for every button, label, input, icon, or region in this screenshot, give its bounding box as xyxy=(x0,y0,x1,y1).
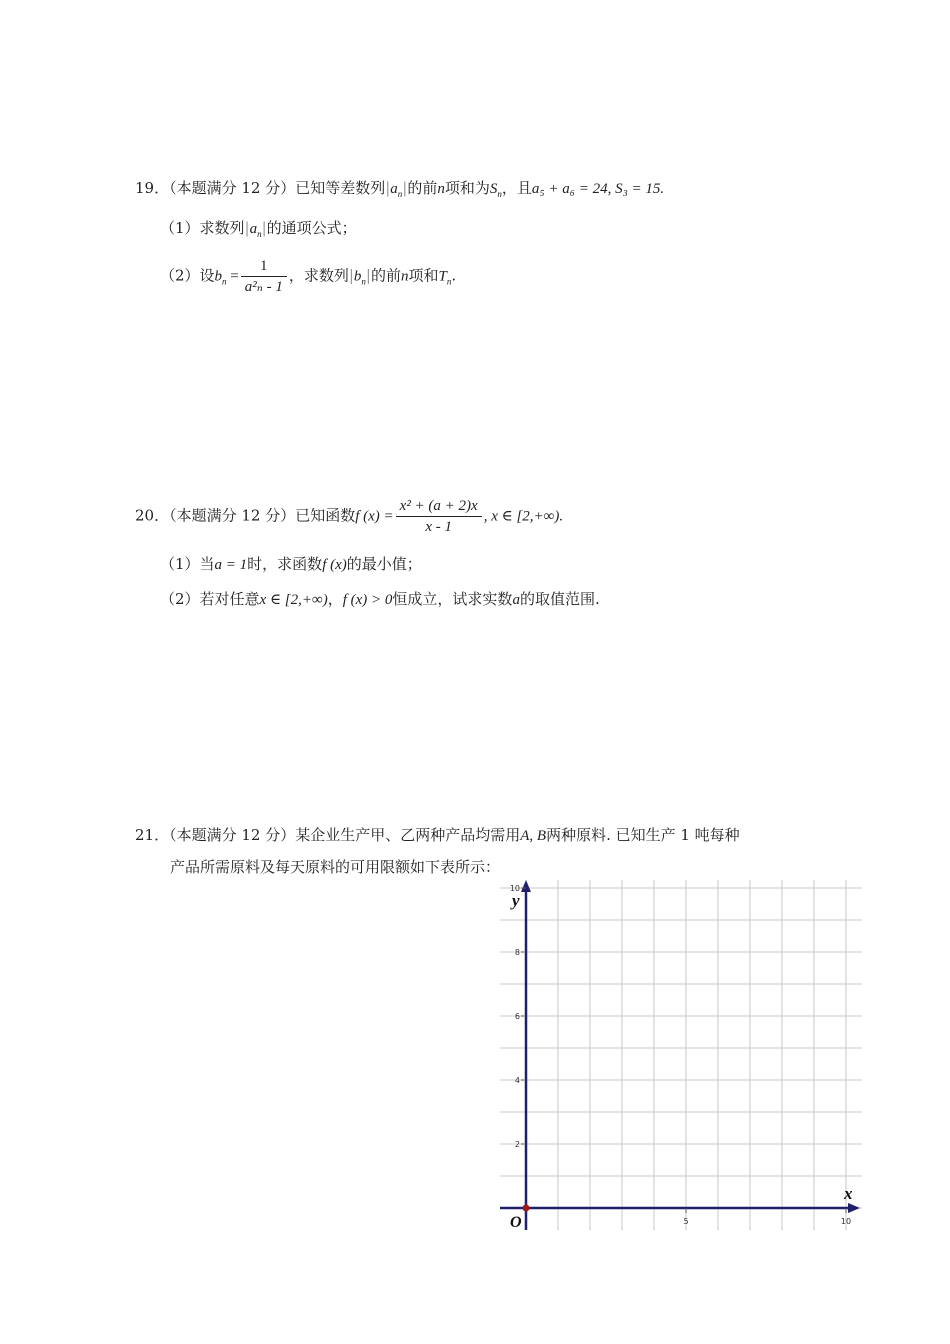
q20-p2: （2）若对任意 xyxy=(160,590,260,608)
y-tick-label: 6 xyxy=(514,1012,520,1021)
q21-header: （本题满分 12 分）某企业生产甲、乙两种产品均需用 xyxy=(169,826,521,844)
q19-condition: a₅ + a₆ = 24, S₃ = 15. xyxy=(531,181,665,197)
q21-mid: 两种原料. 已知生产 1 吨每种 xyxy=(546,826,740,844)
q19-header: （本题满分 12 分）已知等差数列 xyxy=(169,179,386,197)
q19-T-sub: n xyxy=(446,276,452,287)
q19-p1-label: （1）求数列 xyxy=(160,219,245,237)
q20-domain: , x ∈ [2,+∞). xyxy=(483,508,564,525)
q20-part1 xyxy=(160,554,422,575)
origin-point xyxy=(523,1205,530,1212)
q19-p1-seq: a xyxy=(249,221,258,237)
q19-p2-b: b xyxy=(353,268,362,285)
y-axis-label: y xyxy=(512,891,520,910)
q19-p2-mid2: 的前 xyxy=(370,266,401,285)
q21-AB: A, B xyxy=(520,828,547,844)
y-tick-label: 2 xyxy=(514,1140,520,1149)
q20-number: 20． xyxy=(135,506,170,525)
q20-p2-a: a xyxy=(512,592,520,608)
q20-p2-mid2: 恒成立，试求实数 xyxy=(392,590,513,608)
q19-seq-a: a xyxy=(390,181,398,197)
q21-line2-text: 产品所需原料及每天原料的可用限额如下表所示： xyxy=(170,858,501,876)
q19-frac-den: a²ₙ - 1 xyxy=(244,279,283,295)
q20-p2-end: 的取值范围. xyxy=(519,590,600,608)
x-axis-arrow xyxy=(848,1203,860,1213)
q19-b-sub: n xyxy=(222,276,227,287)
x-axis-label: x xyxy=(844,1184,853,1203)
q19-eq: = xyxy=(226,268,239,285)
q19-p2-mid: ，求数列 xyxy=(288,266,349,285)
q20-p2-ineq: f (x) > 0 xyxy=(342,592,393,608)
coordinate-grid-chart xyxy=(490,880,870,1240)
q20-p1-end: 时，求函数 xyxy=(247,555,323,573)
q19-number: 19． xyxy=(135,179,170,197)
q20-p1-end2: 的最小值； xyxy=(346,555,422,573)
q21-line1 xyxy=(135,825,740,846)
q21-line2 xyxy=(170,857,500,877)
q20-p1: （1）当 xyxy=(160,555,215,573)
q20-part2 xyxy=(160,589,600,610)
q19-n: n xyxy=(437,181,445,197)
q19-mid2: 项和为 xyxy=(444,179,490,197)
q20-fx: f (x) = xyxy=(355,508,394,525)
q19-p2-n: n xyxy=(401,268,409,285)
q19-line1: 19．（本题满分 12 分）已知等差数列$|a_n|$的前n项和为$S_n$，且a₅ + a₆ = 24, S₃ = 15. xyxy=(135,179,665,199)
q20-frac-num: x² + (a + 2)x xyxy=(396,496,482,517)
q19-p2-mid3: 项和 xyxy=(408,266,439,285)
q20-p2-mid: ， xyxy=(327,590,343,608)
q20-line1 xyxy=(135,496,563,537)
x-tick-label: 5 xyxy=(683,1217,689,1226)
q20-p2-dom: x ∈ [2,+∞) xyxy=(259,592,328,608)
y-tick-label: 4 xyxy=(514,1076,520,1085)
origin-label: O xyxy=(510,1214,522,1231)
y-tick-label: 8 xyxy=(514,948,520,957)
q21-number: 21． xyxy=(135,826,170,844)
q20-frac-den: x - 1 xyxy=(425,519,452,535)
q19-p1-end: 的通项公式； xyxy=(266,219,357,237)
q19-S: S xyxy=(489,181,498,197)
q19-fraction xyxy=(241,256,287,297)
q19-mid3: ，且 xyxy=(501,179,532,197)
q19-p2-end: . xyxy=(451,266,457,285)
q20-p1-cond: a = 1 xyxy=(214,557,248,573)
q20-fraction xyxy=(396,496,482,537)
q19-part1: （1）求数列$|a_n|$的通项公式； xyxy=(160,219,357,239)
q19-S-sub: n xyxy=(497,189,502,199)
q19-seq-a-sub: n xyxy=(397,189,403,199)
q19-frac-num: 1 xyxy=(241,256,287,277)
y-axis-arrow xyxy=(521,880,531,892)
q19-p2-b-sub: n xyxy=(361,276,366,287)
x-tick-label: 10 xyxy=(840,1217,852,1226)
q19-p1-seq-sub: n xyxy=(257,229,262,239)
q19-p2-label: （2）设 xyxy=(160,266,215,285)
q19-T: T xyxy=(438,268,447,285)
q19-mid1: 的前 xyxy=(407,179,438,197)
y-tick-label: 10 xyxy=(509,884,520,893)
q19-part2: （2）设$b_n$ = $\frac{1}{\text{a²ₙ - 1}}$ ，求数列$|b_n|$的前n项和$T_n$. xyxy=(160,258,457,295)
q20-p1-fx: f (x) xyxy=(322,557,347,573)
q19-b: b xyxy=(214,268,223,285)
q20-header: （本题满分 12 分）已知函数 xyxy=(169,506,356,525)
